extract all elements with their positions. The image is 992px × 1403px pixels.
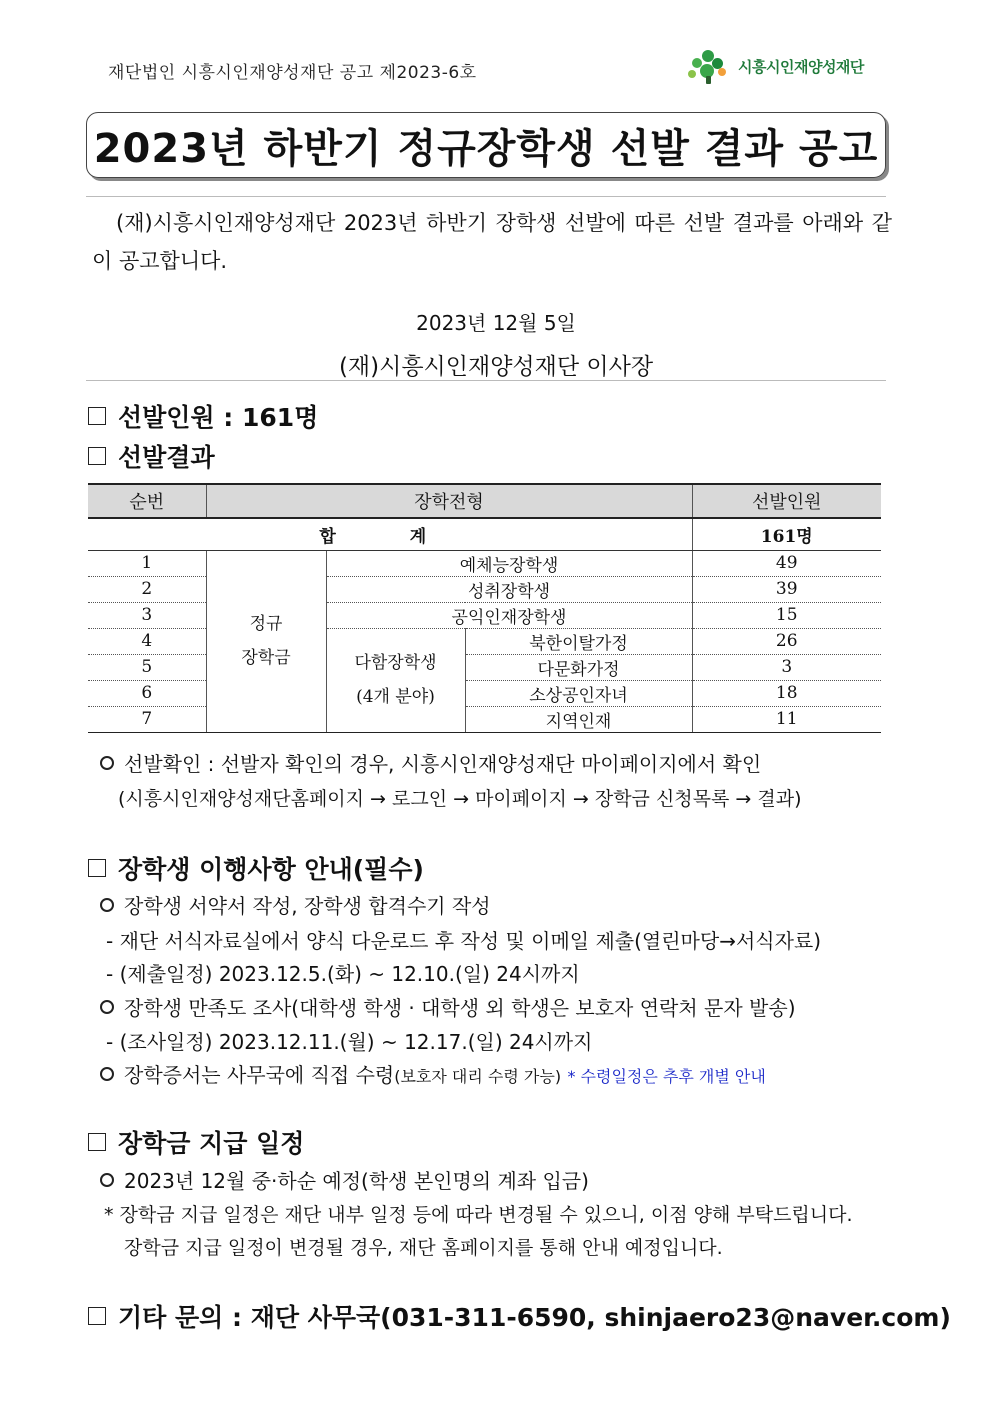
notice-number: 재단법인 시흥시인재양성재단 공고 제2023-6호 (108, 63, 477, 83)
header-count: 선발인원 (692, 484, 881, 518)
results-table (88, 483, 881, 733)
row-type: 지역인재 (465, 706, 692, 732)
circle-bullet-icon (100, 756, 114, 770)
table-row (88, 550, 881, 576)
announcement-date: 2023년 12월 5일 (416, 311, 576, 335)
header-type: 장학전형 (206, 484, 692, 518)
row-number: 1 (88, 550, 206, 576)
divider (86, 196, 886, 197)
duty-item-2-sub-1: - (조사일정) 2023.12.11.(월) ~ 12.17.(일) 24시까지 (106, 1030, 593, 1054)
row-count: 11 (692, 706, 881, 732)
checkbox-square-icon (88, 407, 106, 425)
row-count: 39 (692, 576, 881, 602)
logo-text: 시흥시인재양성재단 (738, 57, 864, 76)
row-number: 7 (88, 706, 206, 732)
section-duties: 장학생 이행사항 안내(필수) (88, 850, 424, 886)
total-label: 합 계 (88, 518, 692, 550)
title-box (86, 112, 886, 178)
duty-item-1-sub-2: - (제출일정) 2023.12.5.(화) ~ 12.10.(일) 24시까지 (106, 962, 580, 986)
row-type: 소상공인자녀 (465, 680, 692, 706)
row-type: 북한이탈가정 (465, 628, 692, 654)
row-number: 2 (88, 576, 206, 602)
circle-bullet-icon (100, 1173, 114, 1187)
confirm-path: (시흥시인재양성재단홈페이지 → 로그인 → 마이페이지 → 장학금 신청목록 → 결과) (118, 788, 802, 810)
group-daham-scholarship: 다함장학생 (4개 분야) (326, 628, 465, 732)
duty-item-1: 장학생 서약서 작성, 장학생 합격수기 작성 (100, 890, 491, 919)
intro-paragraph: (재)시흥시인재양성재단 2023년 하반기 장학생 선발에 따른 선발 결과를 아래와 같이 공고합니다. (92, 211, 892, 273)
row-count: 49 (692, 550, 881, 576)
confirm-line: 선발확인 : 선발자 확인의 경우, 시흥시인재양성재단 마이페이지에서 확인 (100, 748, 761, 777)
table-header-row (88, 484, 881, 518)
checkbox-square-icon (88, 447, 106, 465)
row-type: 예체능장학생 (326, 550, 692, 576)
section-selection-count: 선발인원 : 161명 (88, 398, 318, 434)
row-number: 5 (88, 654, 206, 680)
row-type: 공익인재장학생 (326, 602, 692, 628)
checkbox-square-icon (88, 1133, 106, 1151)
checkbox-square-icon (88, 1307, 106, 1325)
checkbox-square-icon (88, 859, 106, 877)
section-payment: 장학금 지급 일정 (88, 1124, 304, 1160)
row-number: 3 (88, 602, 206, 628)
group-regular-scholarship: 정규 장학금 (206, 550, 326, 732)
duty-item-1-sub-1: - 재단 서식자료실에서 양식 다운로드 후 작성 및 이메일 제출(열린마당→서식자료) (106, 929, 822, 953)
row-count: 3 (692, 654, 881, 680)
row-count: 26 (692, 628, 881, 654)
circle-bullet-icon (100, 898, 114, 912)
header-number: 순번 (88, 484, 206, 518)
section-selection-results: 선발결과 (88, 438, 215, 474)
payment-item-1: 2023년 12월 중·하순 예정(학생 본인명의 계좌 입금) (100, 1165, 589, 1194)
duty-item-2: 장학생 만족도 조사(대학생 학생 · 대학생 외 학생은 보호자 연락처 문자 발송) (100, 992, 796, 1021)
row-type: 다문화가정 (465, 654, 692, 680)
signer: (재)시흥시인재양성재단 이사장 (338, 354, 654, 380)
divider (86, 380, 886, 381)
total-row (88, 518, 881, 550)
row-count: 18 (692, 680, 881, 706)
foundation-logo (688, 48, 864, 84)
duty-item-3: 장학증서는 사무국에 직접 수령(보호자 대리 수령 가능) * 수령일정은 추후 개별 안내 (100, 1059, 766, 1088)
row-number: 6 (88, 680, 206, 706)
page-title: 2023년 하반기 정규장학생 선발 결과 공고 (93, 125, 879, 172)
payment-note-1: * 장학금 지급 일정은 재단 내부 일정 등에 따라 변경될 수 있으니, 이점 양해 부탁드립니다. (104, 1204, 853, 1226)
total-value: 161명 (692, 518, 881, 550)
tree-logo-icon (688, 48, 732, 84)
payment-note-2: 장학금 지급 일정이 변경될 경우, 재단 홈페이지를 통해 안내 예정입니다. (124, 1237, 723, 1259)
section-contact: 기타 문의 : 재단 사무국(031-311-6590, shinjaero23@naver.com) (88, 1298, 951, 1334)
pickup-note: * 수령일정은 추후 개별 안내 (567, 1067, 766, 1086)
circle-bullet-icon (100, 1000, 114, 1014)
row-type: 성취장학생 (326, 576, 692, 602)
row-count: 15 (692, 602, 881, 628)
circle-bullet-icon (100, 1067, 114, 1081)
row-number: 4 (88, 628, 206, 654)
